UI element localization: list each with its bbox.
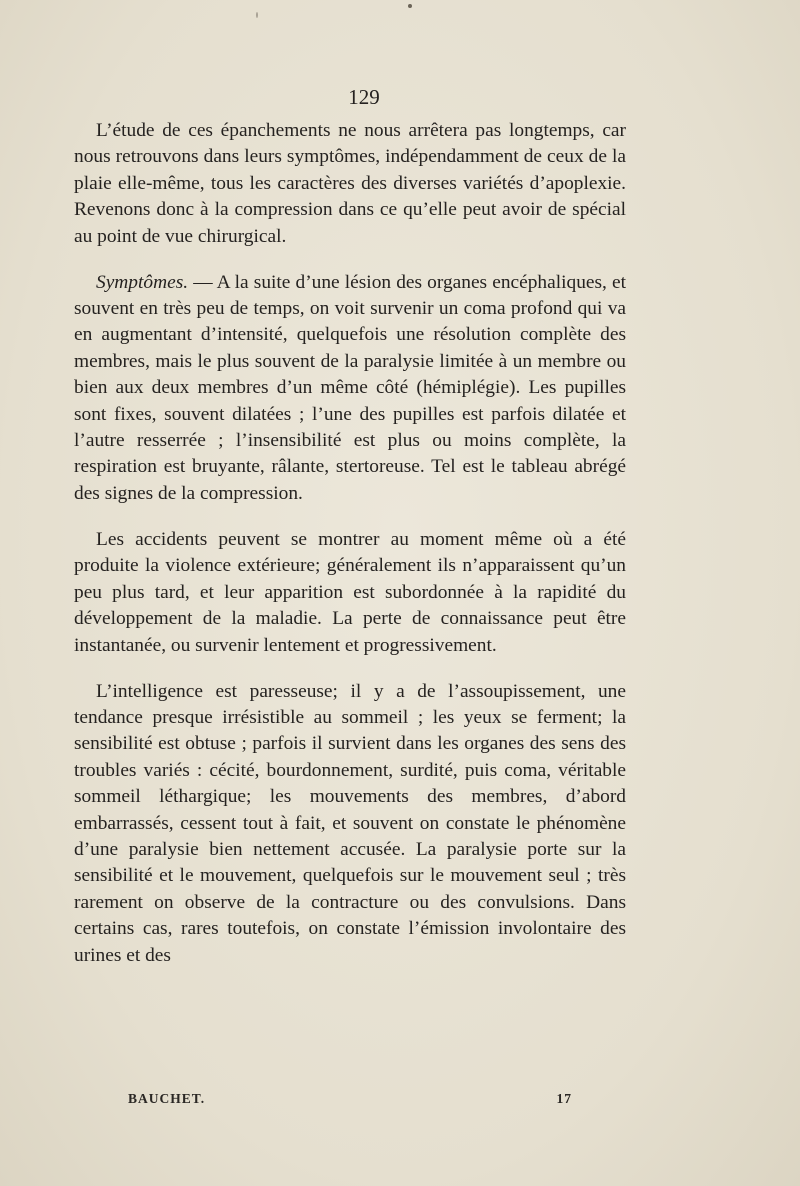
paragraph-text: L’intelligence est paresseuse; il y a de l’assoupissement, une tendance presque irrésistible au sommeil ; les yeux se ferment; la sensibilité est obtuse ; parfois il survient dans les organes des sens des troubles variés : cécité, bourdonnement, surdité, puis coma, véritable sommeil léthargique; les mouvements des membres, d’abord embarrassés, cessent tout à fait, et souvent on constate le phénomène d’une paralysie bien nettement accusée. La paralysie porte sur la sensibilité et le mouvement, quelquefois sur le mouvement seul ; très rarement on observe de la contracture ou des convulsions. Dans certains cas, rares toutefois, on constate l’émission involontaire des urines et des <box>74 680 626 966</box>
text-block <box>74 84 626 969</box>
footer-author: BAUCHET. <box>128 1091 206 1106</box>
paragraph-symptoms <box>74 270 626 508</box>
paragraph-intelligence <box>74 679 626 969</box>
page-number: 129 <box>348 85 380 109</box>
paragraph-text: L’étude de ces épanchements ne nous arrêtera pas longtemps, car nous retrouvons dans leurs symptômes, indépendamment de ceux de la plaie elle-même, tous les caractères des diverses variétés d’apoplexie. Revenons donc à la compression dans ce qu’elle peut avoir de spécial au point de vue chirurgical. <box>74 120 626 247</box>
ink-speck <box>408 4 412 8</box>
paragraph-text: Les accidents peuvent se montrer au moment même où a été produite la violence extérieure; généralement ils n’apparaissent qu’un peu plus tard, et leur apparition est subordonnée à la rapidité du développement de la maladie. La perte de connaissance peut être instantanée, ou survenir lentement et progressivement. <box>74 528 626 656</box>
paragraph-text: — A la suite d’une lésion des organes encéphaliques, et souvent en très peu de temps, on voit survenir un coma profond qui va en augmentant d’intensité, quelquefois une résolution complète des membres, mais le plus souvent de la paralysie limitée à un membre ou bien aux deux membres d’un même côté (hémiplégie). Les pupilles sont fixes, souvent dilatées ; l’une des pupilles est parfois dilatée et l’autre resserrée ; l’insensibilité est plus ou moins complète, la respiration est bruyante, râlante, stertoreuse. Tel est le tableau abrégé des signes de la compression. <box>74 271 626 504</box>
footer-signature-mark: 17 <box>556 1091 572 1106</box>
section-heading: Symptômes. <box>96 271 189 293</box>
page-footer <box>128 1091 572 1107</box>
paragraph-accidents <box>74 527 626 659</box>
ink-speck <box>256 12 258 18</box>
paragraph-intro <box>74 118 626 250</box>
